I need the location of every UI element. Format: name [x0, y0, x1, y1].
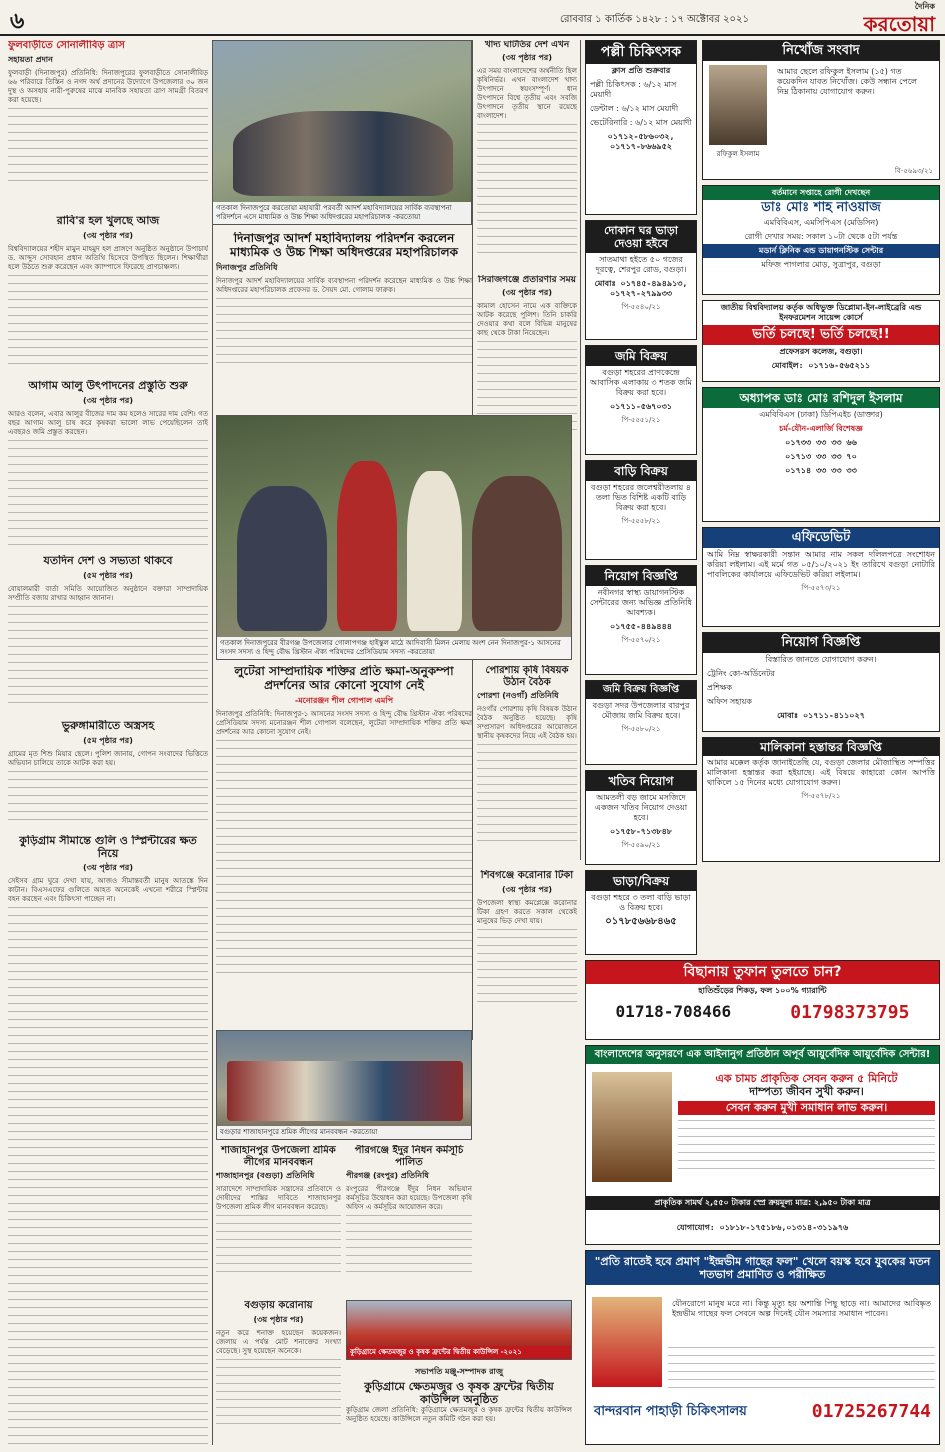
- ad-indravim-fruit: "প্রতি রাতেই হবে প্রমাণ "ইন্দ্রভীম গাছের ফল" খেলে বয়স্ক হবে যুবকের মতন শতভাগ প্রমাণিত ও পরীক্ষিত যৌনরোগে মানুষ মরে না। কিন্তু মৃত্যু হয় অশান্তি পিছু ছাড়ে না। আমাদের আবিষ্কৃত ইন্দ্রভীম গাছের ফল সেবনে অল্প দিনেই যৌন সমস্যার সমাধান পাবেন। বান্দরবান পাহাড়ী চিকিৎসালয় 01725267744: [585, 1250, 940, 1445]
- masthead-logo: দৈনিক করতোয়া: [863, 1, 935, 36]
- article-body: নতুন করে শনাক্ত হয়েছেন কয়েকজন। জেলায় এ পর্যন্ত মোট শনাক্তের সংখ্যা বেড়েছে। সুস্থ হয়েছেন অনেকে।: [216, 1328, 341, 1355]
- column-rule: [580, 40, 581, 860]
- article-bogura-corona: [216, 1300, 341, 1445]
- article-shajahanpur: [216, 1145, 341, 1295]
- article-subhead: শাজাহানপুর (বগুড়া) প্রতিনিধি: [216, 1171, 315, 1180]
- article-potato: [8, 380, 208, 550]
- ad-land-sale: জমি বিক্রয় বগুড়া শহরের প্রাণকেন্দ্রে আবাসিক এলাকায় ৩ শতক জমি বিক্রয় করা হবে। ০১৭১১-৫৬৭০৩১ পি-৫৫৫১/২১: [585, 345, 697, 455]
- phone-number: 01718-708466: [615, 1001, 732, 1021]
- missing-person-photo: [709, 65, 767, 145]
- photo-kurigram-council: [346, 1300, 572, 1360]
- article-subhead: পোরশা (নওগাঁ) প্রতিনিধি: [477, 691, 559, 700]
- article-headline: আগাম আলু উৎপাদনের প্রস্তুতি শুরু: [28, 380, 188, 392]
- article-subhead: পীরগঞ্জ (রংপুর) প্রতিনিধি: [346, 1171, 429, 1180]
- article-headline: কুড়িগ্রামে ক্ষেতমজুর ও কৃষক ফ্রন্টের দ্বিতীয় কাউন্সিল অনুষ্ঠিত: [364, 1380, 554, 1406]
- article-body: এর সময় বাংলাদেশের অর্থনীতি ছিল কৃষিনির্ভর। এখন বাংলাদেশ খাদ্য উৎপাদনে স্বয়ংসম্পূর্ণ। ধান উৎপাদনে বিশ্বে তৃতীয় এবং সবজি উৎপাদনে তৃতীয় স্থানে রয়েছে বাংলাদেশ।: [477, 67, 577, 121]
- article-body: বোয়ালমারী বার্তা সমিতি আয়োজিত অনুষ্ঠানে বক্তারা সাম্প্রদায়িক সম্প্রীতি বজায় রাখার আহ্বান জানান।: [8, 584, 208, 602]
- phone-number: 01798373795: [790, 1001, 910, 1023]
- ad-job-notice-1: নিয়োগ বিজ্ঞপ্তি নবীনগর স্বাস্থ্য ডায়াগনস্টিক সেন্টারের জন্য অভিজ্ঞ প্রতিনিধি আবশ্যক। ০১৭৫৫-৪৪৯৪৪৪ পি-৫৫৭০/২১: [585, 565, 697, 675]
- article-headline: দিনাজপুর আদর্শ মহাবিদ্যালয় পরিদর্শন করলেন মাধ্যমিক ও উচ্চ শিক্ষা অধিদপ্তরের মহাপরিচালক: [230, 232, 458, 259]
- article-dinajpur-college: [216, 232, 472, 412]
- article-headline: পোরশায় কৃষি বিষয়ক উঠান বৈঠক: [485, 665, 569, 688]
- article-headline: ভুরুঙ্গামারীতে অস্ত্রসহ: [61, 720, 155, 732]
- article-subhead: (৩য় পৃষ্ঠার পর): [502, 53, 552, 63]
- photo-caption: গতকাল দিনাজপুরের বীরগঞ্জ উপজেলার গোলাপগঞ্জ হাইস্কুল মাঠে আদিবাসী মিলন মেলায় অংশ নেন দিনাজপুর-১ আসনের সংসদ সদস্য ও হিন্দু বৌদ্ধ খ্রিস্টান ঐক্য পরিষদের প্রেসিডিয়াম সদস্য -করতোয়া: [217, 637, 571, 659]
- ad-khatib-appointment: খতিব নিয়োগ আমতলী বড় জামে মসজিদে একজন খতিব নিয়োগ দেওয়া হবে। ০১৭৫৮-৭১৩৮৪৮ পি-৫৫৯০/২১: [585, 770, 697, 865]
- photo-caption: গতকাল দিনাজপুরে করতোয়া মহাযারী পরবর্তী আদর্শ মহাবিদ্যালয়ের সার্বিক ব্যবস্থাপনা পরিদর্শনে এসে মাধ্যমিক ও উচ্চ শিক্ষা অধিদপ্তরের মহাপরিচালক -করতোয়া: [213, 202, 471, 224]
- center-name: বান্দরবান পাহাড়ী চিকিৎসালয়: [594, 1403, 747, 1419]
- article-subhead: -মনোরঞ্জন শীল গোপাল এমপি: [294, 695, 394, 705]
- article-headline: ফুলবাড়ীতে সোনালীবিড় ত্রাস: [8, 40, 125, 51]
- date-line: রোববার ১ কার্তিক ১৪২৮ : ১৭ অক্টোবর ২০২১: [560, 14, 749, 25]
- article-body: দিনাজপুর আদর্শ মহাবিদ্যালয়ের সার্বিক ব্যবস্থাপনা পরিদর্শন করেছেন মাধ্যমিক ও উচ্চ শিক্ষা অধিদপ্তরের মহাপরিচালক প্রফেসর ড. সৈয়দ মো. গোলাম ফারুক।: [216, 276, 472, 294]
- ad-herbal-root: বিছানায় তুফান তুলতে চান? হাতিশুঁড়ের শিকড়, ফল ১০০% গ্যারান্টি 01718-708466 01798373795: [585, 960, 940, 1040]
- ad-ownership-transfer: মালিকানা হস্তান্তর বিজ্ঞপ্তি আমার মক্কেল কর্তৃক জানাইতেছি যে, বগুড়া জেলার মৌজাস্থিত সম্পত্তির মালিকানা হস্তান্তর করা হইয়াছে। এই বিষয়ে কাহারো কোন আপত্তি থাকিলে ১৫ দিনের মধ্যে যোগাযোগ করুন। পি-৫৫৭৮/২১: [702, 737, 940, 862]
- ad-affidavit: এফিডেভিট আমি নিম্ন স্বাক্ষরকারী সন্তান আমার নাম সকল দলিলপত্রে সংশোধন করিয়া লইলাম। এই মর্মে গত ০৫/১০/২০২১ ইং তারিখে বগুড়া নোটারি পাবলিকের কার্যালয়ে এফিডেভিট করিয়া লইলাম। পি-৫৫৭৩/২১: [702, 527, 940, 627]
- photo-caption: বগুড়ার শাজাহানপুরে শ্রমিক লীগের মানববন্ধন -করতোয়া: [217, 1126, 471, 1139]
- article-headline: কুড়িগ্রাম সীমান্তে গুলি ও স্প্লিন্টারের ক্ষত নিয়ে: [19, 835, 197, 860]
- page-number: ৬: [10, 9, 25, 34]
- ad-palli-chikitsok: পল্লী চিকিৎসক ক্লাস প্রতি শুক্রবার পল্লী চিকিৎসক : ৬/১২ মাস মেয়াদী ডেন্টাল : ৬/১২ মাস মেয়াদী ভেটেরিনারি : ৬/১২ মাস মেয়াদী ০১৭১২-৫৮৬০৩২, ০১৭১৭-৮৬৬৯৫২: [585, 40, 697, 215]
- article-subhead: (৩য় পৃষ্ঠার পর): [502, 884, 552, 894]
- article-food-deficit: [477, 40, 577, 270]
- ad-land-sale-notice: জমি বিক্রয় বিজ্ঞপ্তি বগুড়া সদর উপজেলার বারপুর মৌজায় জমি বিক্রয় হবে। পি-৫৫৮০/২১: [585, 680, 697, 765]
- article-body: উপজেলা স্বাস্থ্য কমপ্লেক্সে করোনার টিকা গ্রহণ করতে সকাল থেকেই মানুষের ভিড় দেখা যায়।: [477, 898, 577, 925]
- photo-caption: কুড়িগ্রামে ক্ষেতমজুর ও কৃষক ফ্রন্টের দ্বিতীয় কাউন্সিল -২০২১: [347, 1346, 571, 1359]
- article-body: নওগাঁর পোরশায় কৃষি বিষয়ক উঠান বৈঠক অনুষ্ঠিত হয়েছে। কৃষি সম্প্রসারণ অধিদপ্তরের আয়োজনে স্থানীয় কৃষকদের নিয়ে এই বৈঠক হয়।: [477, 705, 577, 740]
- ad-job-notice-2: নিয়োগ বিজ্ঞপ্তি বিস্তারিত জানতে যোগাযোগ করুন। ট্রেনিং কো-অর্ডিনেটর প্রশিক্ষক অফিস সহায়ক মোবাঃ ০১৭১১-৪১১০২৭: [702, 632, 940, 732]
- article-body: কুড়িগ্রাম জেলা প্রতিনিধি: কুড়িগ্রামে ক্ষেতমজুর ও কৃষক ফ্রন্টের দ্বিতীয় কাউন্সিল অনুষ্ঠিত হয়েছে। কাউন্সিলে নতুন কমিটি গঠন করা হয়।: [346, 1406, 572, 1424]
- article-pirganj: [346, 1145, 472, 1295]
- article-body: কামাল হোসেন নামে এক ব্যক্তিকে আটক করেছে পুলিশ। তিনি চাকরি দেওয়ার কথা বলে বিভিন্ন মানুষের কাছ থেকে টাকা নিয়েছেন।: [477, 302, 577, 338]
- article-subhead: সহায়তা প্রদান: [8, 54, 53, 64]
- article-body: দিনাজপুর প্রতিনিধি: দিনাজপুর-১ আসনের সংসদ সদস্য ও হিন্দু বৌদ্ধ খ্রিস্টান ঐক্য পরিষদের প্রেসিডিয়াম সদস্য মনোরঞ্জন শীল গোপাল বলেছেন, লুটেরা সাম্প্রদায়িক শক্তির প্রতি ক্ষমা প্রদর্শনের আর কোনো সুযোগ নেই।: [216, 709, 472, 736]
- article-subhead: (৫ম পৃষ্ঠার পর): [83, 735, 133, 745]
- article-body: রংপুরের পীরগঞ্জে ইঁদুর নিধন অভিযান কর্মসূচির উদ্বোধন করা হয়েছে। উপজেলা কৃষি অফিস এ কর্মসূচির আয়োজন করে।: [346, 1185, 472, 1211]
- article-headline: শাজাহানপুর উপজেলা শ্রমিক লীগের মানববন্ধন: [221, 1145, 336, 1168]
- ad-shop-rent: দোকান ঘর ভাড়া দেওয়া হইবে সাতমাথা হইতে ৫০ গজের দূরত্বে, শেরপুর রোড, বগুড়া। মোবাঃ ০১৭৪৫-৪৯৪৯১৩, ০১৭২৭-২৭৯৯৩৩ পি-৫৫৪০/২১: [585, 220, 697, 340]
- phone-number: 01725267744: [811, 1401, 931, 1422]
- article-body: সেইসব গ্রাম ঘুরে দেখা যায়, আজও সীমান্তবর্তী মানুষ আতঙ্কে দিন কাটান। বিএসএফের গুলিতে আহত অনেকেই এখনো শরীরে স্প্লিন্টার বহন করছেন এবং চিকিৎসা পাচ্ছেন না।: [8, 877, 208, 904]
- article-body: আরও বলেন, এবার আলুর বীজের দাম কম হলেও সারের দাম বেশি। গত বছর আগাম আলু চাষ করে কৃষকরা ভালো লাভ পেয়েছিলেন তাই এবছরও জমি প্রস্তুত করছেন।: [8, 409, 208, 436]
- article-headline: যতদিন দেশ ও সভ্যতা থাকবে: [43, 555, 173, 567]
- photo-adivasi-mela: [216, 415, 572, 660]
- ad-doctor-shah-nawaz: বর্তমানে সপ্তাহে রোগী দেখছেন ডাঃ মোঃ শাহ নাওয়াজ এমবিবিএস, এমসিপিএস (মেডিসিন) রোগী দেখার সময়: সকাল ১০টা থেকে ৫টা পর্যন্ত মডার্ন ক্লিনিক এন্ড ডায়াগনস্টিক সেন্টার মফিজ পাগলার মোড়, সুত্রাপুর, বগুড়া: [702, 185, 940, 295]
- product-image: [592, 1297, 662, 1387]
- article-headline: সিরাজগঞ্জে প্রতারণার সময়: [478, 275, 576, 285]
- article-headline: খাদ্য ঘাটতির দেশ এখন: [484, 40, 570, 50]
- article-porsha: [477, 665, 577, 865]
- article-shibganj: [477, 870, 577, 1020]
- ad-university-admission: জাতীয় বিশ্ববিদ্যালয় কর্তৃক অধিভুক্ত ডিপ্লোমা-ইন-লাইব্রেরি এন্ড ইনফরমেশন সায়েন্স কোর্সে ভর্তি চলছে! ভর্তি চলছে!! প্রফেসরস কলেজ, বগুড়া। মোবাইল: ০১৭১৬-৫৬৫২১১: [702, 300, 940, 382]
- article-fulbari: [8, 40, 208, 210]
- article-subhead: (৫ম পৃষ্ঠার পর): [83, 570, 133, 580]
- ad-professor-rashidul: অধ্যাপক ডাঃ মোঃ রশিদুল ইসলাম এমবিবিএস (ঢাকা) ডিপিএইচ (ডাক্তার) চর্ম-যৌন-এলার্জি বিশেষজ্ঞ ০১৭৩৩ ৩৩ ৩৩ ৬৬ ০১৭১৩ ৩৩ ৩৩ ৭০ ০১৭১৪ ৩৩ ৩৩ ৩৩: [702, 387, 940, 522]
- column-rule: [212, 40, 213, 1445]
- article-subhead: (৩য় পৃষ্ঠার পর): [83, 230, 133, 240]
- article-headline: পীরগঞ্জে ইঁদুর নিধন কর্মসূচি পালিত: [354, 1145, 464, 1168]
- ad-house-sale: বাড়ি বিক্রয় বগুড়া শহরের জলেশ্বরীতলায় ৪ তলা ভিত বিশিষ্ট একটি বাড়ি বিক্রয় করা হবে। পি-৫৫৫৮/২১: [585, 460, 697, 560]
- article-subhead: সভাপতি মঞ্জু-সম্পাদক রাজু: [414, 1367, 503, 1376]
- product-image: [592, 1072, 672, 1182]
- article-body: বিশ্ববিদ্যালয়ের শহীদ মামুন মাহমুদ হল প্রাঙ্গণে অনুষ্ঠিত অনুষ্ঠানে উপাচার্য ড. আব্দুস সোবহান প্রধান অতিথি হিসেবে উপস্থিত ছিলেন। শিক্ষার্থীরা হলে উঠতে শুরু করেছেন এবং ক্যাম্পাসে ফিরেছে প্রাণচাঞ্চল্য।: [8, 244, 208, 271]
- article-rabi-hall: [8, 215, 208, 375]
- article-civilization: [8, 555, 208, 715]
- article-subhead: (৩য় পৃষ্ঠার পর): [83, 395, 133, 405]
- article-headline: শিবগঞ্জে করোনার টিকা: [480, 870, 574, 881]
- article-body: গ্রামের মৃত শিশু মিয়ার ছেলে। পুলিশ জানায়, গোপন সংবাদের ভিত্তিতে অভিযান চালিয়ে তাকে আটক করা হয়।: [8, 749, 208, 767]
- article-headline: লুটেরা সাম্প্রদায়িক শক্তির প্রতি ক্ষমা-অনুকম্পা প্রদর্শনের আর কোনো সুযোগ নেই: [234, 665, 454, 692]
- photo-college-visit: [212, 40, 472, 225]
- article-gopal-mp: [216, 665, 472, 1025]
- ad-missing-person: নিখোঁজ সংবাদ আমার ছেলে রফিকুল ইসলাম (১৫) গত কয়েকদিন যাবত নিখোঁজ। কেউ সন্ধান পেলে নিম্ন ঠিকানায় যোগাযোগ করুন। রফিকুল ইসলাম বি-৫৬৯৩/২১: [702, 40, 940, 180]
- ad-rent-sale: ভাড়া/বিক্রয় বগুড়া শহরে ৩ তলা বাড়ি ভাড়া ও বিক্রয় হবে। ০১৭৮৫৬৬৮৪৬৫: [585, 870, 697, 955]
- article-body: ফুলবাড়ী (দিনাজপুর) প্রতিনিধি: দিনাজপুরের ফুলবাড়ীতে সোনালীবিড় ৬৬ পরিবারে তিস্তিন ও নগদ অর্থ প্রদানের উদ্যোগে উপজেলার ৩০ জন দুস্থ ও অসহায় নারী-পুরুষের মাঝে মানবিক সহায়তা ত্রাণ সামগ্রী বিতরণ করা হয়েছে।: [8, 68, 208, 104]
- article-kurigram-front: [346, 1364, 572, 1446]
- article-headline: রাবি'র হল খুলছে আজ: [56, 215, 160, 227]
- article-subhead: দিনাজপুর প্রতিনিধি: [216, 262, 278, 272]
- article-subhead: (৩য় পৃষ্ঠার পর): [253, 1314, 304, 1324]
- article-kurigram-border: [8, 835, 208, 1445]
- article-subhead: (৩য় পৃষ্ঠার পর): [83, 863, 133, 873]
- ad-ayurvedic-center: বাংলাদেশের অনুসরণে এক আইনানুগ প্রতিষ্ঠান অপূর্ব আয়ুর্বেদিক আয়ুর্বেদিক সেন্টার! এক চামচ প্রাকৃতিক সেবন করুন ৫ মিনিটে দাম্পত্য জীবন সুখী করুন। সেবন করুন মুখী সমাধান লাভ করুন। প্রাকৃতিক সামর্থ ২,৫৫০ টাকার স্প্রে ক্রয়মূল্য মাত্র: ২,৯৫০ টাকা মাত্র যোগাযোগ: ০১৮১৮-১৭৫১৮৬,০১৩১৪-৩১১৯৭৬: [585, 1045, 940, 1245]
- article-subhead: (৩য় পৃষ্ঠার পর): [502, 288, 552, 298]
- article-body: সারাদেশে সাম্প্রদায়িক সন্ত্রাসের প্রতিবাদে ও দোষীদের শাস্তির দাবিতে শাজাহানপুর উপজেলা শ্রমিক লীগ মানববন্ধন করেছে।: [216, 1185, 341, 1211]
- photo-sramik-league: [216, 1030, 472, 1140]
- article-headline: বগুড়ায় করোনায়: [244, 1300, 313, 1311]
- article-bhurungamari: [8, 720, 208, 830]
- page-header: [0, 0, 945, 36]
